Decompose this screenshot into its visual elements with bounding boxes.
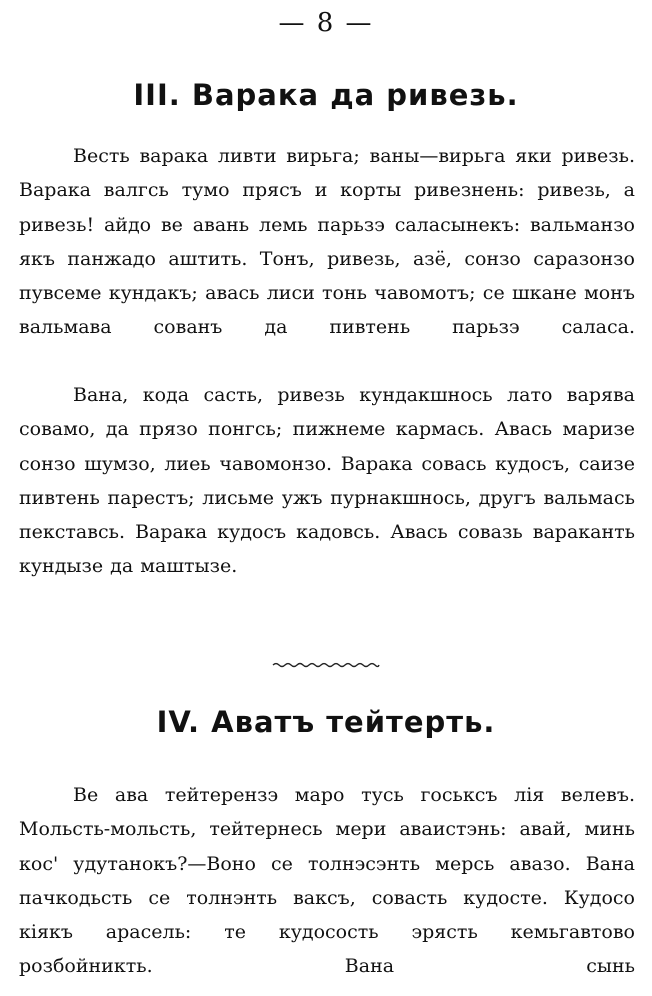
paragraph: Вана, кода састь, ривезь кундакшнось лато варява совамо, да прязо понгсь; пижнеме кармась. Авась маризе сонзо шумзо, лиеь чавомонзо. Варака совась кудосъ, саизе пивтень парестъ; лисьме ужъ пурнакшнось, другъ вальмась пекставсь. Варака кудосъ кадовсь. Авась совазь вараканть кундызе да маштызе. (19, 384, 635, 578)
section-title: III. Варака да ривезь. (133, 78, 519, 112)
section-title: IV. Аватъ тейтерть. (156, 705, 496, 739)
paragraph: Ве ава тейтерензэ маро тусь госьксъ лія велевъ. Мольсть-мольсть, тейтернесь мери аваистэнь: авай, минь кос' удутанокъ?—Воно се толнэсэнть мерсь авазо. Вана пачкодьсть се толнэнть ваксъ, совасть кудосте. Кудосо кіякъ арасель: те кудосость эрясть кемьгавтово розбойникть. Вана сынь (19, 784, 635, 978)
paragraph: Весть варака ливти вирьга; ваны—вирьга яки ривезь. Варака валгсь тумо прясъ и корты ривезнень: ривезь, а ривезь! айдо ве авань лемь парьзэ саласынекъ: вальманзо якъ панжадо аштить. Тонъ, ривезь, азё, сонзо саразонзо пувсеме кундакъ; авась лиси тонь чавомотъ; се шкане монъ вальмава сованъ да пивтень парьзэ саласа. (19, 145, 635, 339)
section-divider (271, 660, 381, 670)
page-number: — 8 — (278, 8, 374, 38)
